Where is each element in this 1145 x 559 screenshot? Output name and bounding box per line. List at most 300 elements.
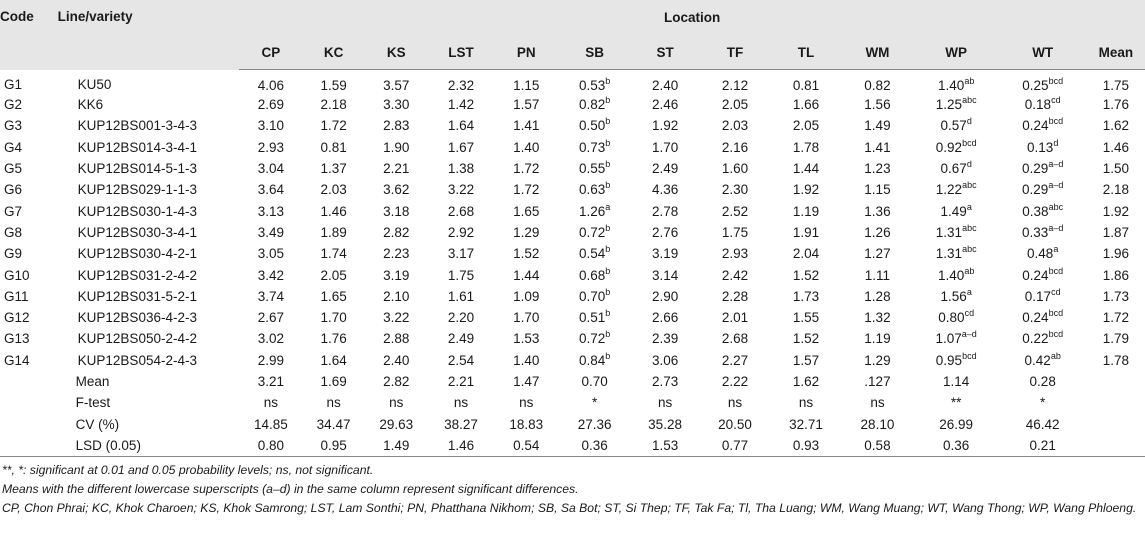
value-sb: 0.53$^b$ [578, 75, 611, 93]
significance-superscript: a–d [1048, 222, 1064, 233]
value-kc: 1.65 [320, 288, 347, 304]
value-wp: 1.49$^a$ [940, 201, 972, 219]
value-tf: 2.68 [721, 331, 749, 347]
value-wt: 0.33$^{a-d}$ [1022, 222, 1064, 240]
value-cp: 2.67 [257, 310, 285, 326]
summary-tf: ns [727, 395, 743, 411]
column-header-tf: TF [699, 35, 770, 70]
value-kc: 1.74 [320, 246, 347, 262]
value-tl: 1.78 [792, 139, 820, 155]
value-kc: 1.37 [320, 161, 347, 177]
value-wp: 1.22$^{abc}$ [935, 180, 977, 198]
value-cp: 3.64 [257, 182, 285, 198]
value-ks: 2.23 [383, 246, 410, 262]
line-variety-name: KUP12BS031-2-4-2 [77, 267, 197, 283]
significance-superscript: ab [1050, 350, 1061, 361]
summary-ks: 29.63 [379, 416, 414, 432]
value-pn: 1.72 [513, 182, 540, 198]
summary-cp: 14.85 [254, 416, 288, 432]
table-row [0, 328, 1145, 349]
value-tl: 2.05 [792, 118, 820, 134]
summary-cp: 0.80 [239, 435, 302, 457]
significance-superscript: bcd [962, 350, 977, 361]
summary-mean [1087, 371, 1145, 392]
value-st: 2.39 [651, 331, 679, 347]
significance-superscript: ab [964, 265, 975, 276]
value-kc: 2.03 [320, 182, 347, 198]
summary-wt: 46.42 [1025, 416, 1060, 432]
table-row [0, 179, 1145, 200]
significance-superscript: d [966, 116, 972, 127]
significance-superscript: cd [1051, 95, 1061, 106]
table-row [0, 350, 1145, 371]
summary-wm: ns [870, 395, 885, 411]
value-tf: 1.60 [721, 161, 749, 177]
value-wp: 0.57$^d$ [940, 116, 972, 134]
value-mean: 1.72 [1102, 310, 1129, 326]
value-wp: 1.56$^a$ [940, 286, 972, 304]
summary-label: CV (%) [75, 416, 120, 432]
summary-tl: 1.62 [792, 374, 820, 389]
value-sb: 0.73$^b$ [578, 137, 611, 155]
value-wt: 0.25$^{bcd}$ [1022, 75, 1064, 93]
significance-superscript: abc [962, 244, 977, 255]
significance-superscript: b [605, 137, 611, 148]
value-tl: 1.44 [792, 161, 820, 177]
summary-lst: ns [453, 395, 469, 411]
value-lst: 2.92 [447, 224, 475, 240]
empty-cell [0, 371, 48, 392]
value-ks: 1.90 [383, 139, 410, 155]
summary-st: ns [657, 395, 673, 411]
significance-superscript: abc [962, 222, 977, 233]
line-variety-name: KUP12BS054-2-4-3 [77, 352, 197, 368]
line-variety-name: KUP12BS036-4-2-3 [77, 310, 197, 326]
summary-pn: 0.54 [494, 435, 558, 457]
header-row-1 [0, 0, 1145, 35]
value-st: 3.14 [651, 267, 679, 283]
value-st: 3.06 [651, 352, 679, 368]
value-kc: 1.89 [320, 224, 347, 240]
line-variety-name: KUP12BS014-5-1-3 [77, 161, 197, 177]
column-header-wp: WP [914, 35, 999, 70]
value-pn: 1.15 [513, 77, 540, 93]
genotype-code: G3 [4, 118, 23, 134]
value-tl: 1.73 [792, 288, 820, 304]
line-variety-name: KU50 [77, 77, 112, 93]
value-wt: 0.18$^{cd}$ [1024, 95, 1061, 113]
summary-tl: 32.71 [789, 416, 823, 432]
summary-tf: 0.77 [699, 435, 770, 457]
significance-superscript: a [966, 201, 972, 212]
summary-wm: 28.10 [860, 416, 895, 432]
value-tl: 1.52 [792, 331, 820, 347]
value-kc: 1.59 [320, 77, 347, 93]
value-wp: 1.31$^{abc}$ [935, 222, 977, 240]
summary-kc: 1.69 [320, 374, 347, 389]
value-kc: 2.18 [320, 97, 347, 113]
value-mean: 1.87 [1102, 224, 1129, 240]
value-sb: 0.82$^b$ [578, 95, 611, 113]
table-row [0, 115, 1145, 136]
table-row [0, 158, 1145, 179]
genotype-code: G12 [4, 310, 30, 326]
significance-superscript: b [605, 286, 611, 297]
value-mean: 1.50 [1102, 161, 1129, 177]
summary-label: F-test [75, 395, 111, 411]
value-wm: 1.11 [864, 267, 891, 283]
value-pn: 1.09 [513, 288, 540, 304]
table-row [0, 222, 1145, 243]
value-cp: 2.93 [257, 139, 285, 155]
value-sb: 0.51$^b$ [578, 308, 611, 326]
line-variety-name: KUP12BS050-2-4-2 [77, 331, 197, 347]
table-body [0, 70, 1145, 457]
genotype-code: G11 [4, 288, 29, 304]
significance-superscript: b [605, 222, 611, 233]
value-mean: 1.86 [1102, 267, 1129, 283]
value-cp: 3.05 [257, 246, 285, 262]
value-kc: 1.72 [320, 118, 347, 134]
genotype-code: G8 [4, 224, 23, 240]
value-tf: 2.27 [721, 352, 749, 368]
value-wm: 1.27 [864, 246, 891, 262]
value-tl: 0.81 [792, 77, 820, 93]
summary-pn: ns [519, 395, 534, 411]
column-header-tl: TL [771, 35, 841, 70]
value-wt: 0.48$^a$ [1027, 244, 1059, 262]
value-tl: 1.91 [792, 224, 820, 240]
value-lst: 1.38 [447, 161, 475, 177]
value-sb: 0.54$^b$ [578, 244, 611, 262]
value-wp: 1.40$^{ab}$ [938, 265, 975, 283]
summary-st: 2.73 [651, 374, 679, 389]
significance-superscript: d [1053, 137, 1059, 148]
summary-sb: 0.70 [581, 374, 608, 389]
column-header-ks: KS [365, 35, 428, 70]
value-lst: 1.64 [447, 118, 475, 134]
genotype-code: G5 [4, 161, 23, 177]
empty-cell [0, 413, 48, 434]
column-header-wm: WM [841, 35, 914, 70]
value-ks: 2.10 [383, 288, 410, 304]
significance-superscript: b [605, 244, 611, 255]
value-ks: 2.82 [383, 224, 410, 240]
value-wm: 1.26 [864, 224, 891, 240]
summary-wt: * [1040, 395, 1046, 411]
table-row [0, 70, 1145, 95]
significance-superscript: bcd [962, 137, 977, 148]
value-lst: 2.32 [447, 77, 475, 93]
value-tl: 1.66 [792, 97, 820, 113]
value-pn: 1.53 [513, 331, 540, 347]
significance-superscript: bcd [1048, 265, 1064, 276]
significance-superscript: a [966, 286, 972, 297]
value-tf: 2.28 [721, 288, 749, 304]
summary-mean [1087, 413, 1145, 434]
column-header-cp: CP [239, 35, 302, 70]
table-row [0, 137, 1145, 158]
column-header-mean: Mean [1087, 35, 1145, 70]
summary-tl: 0.93 [771, 435, 841, 457]
significance-superscript: b [605, 329, 611, 340]
summary-wp: 26.99 [939, 416, 974, 432]
summary-row [0, 413, 1145, 434]
significance-superscript: b [605, 116, 611, 127]
value-ks: 3.62 [383, 182, 410, 198]
summary-ks: 2.82 [383, 374, 410, 389]
summary-wt: 0.28 [1029, 374, 1056, 389]
value-tl: 2.04 [792, 246, 820, 262]
genotype-code: G14 [4, 352, 30, 368]
footnote: **, *: significant at 0.01 and 0.05 probability levels; ns, not significant. [2, 463, 374, 478]
value-mean: 1.76 [1102, 97, 1129, 113]
line-variety-name: KUP12BS031-5-2-1 [77, 288, 197, 304]
value-wm: 1.19 [864, 331, 891, 347]
value-tf: 2.30 [721, 182, 749, 198]
significance-superscript: ab [964, 75, 975, 86]
value-mean: 1.96 [1102, 246, 1129, 262]
summary-sb: 27.36 [577, 416, 612, 432]
value-lst: 1.61 [447, 288, 475, 304]
significance-superscript: d [966, 159, 972, 170]
value-wt: 0.38$^{abc}$ [1022, 201, 1064, 219]
value-st: 1.70 [651, 139, 679, 155]
significance-superscript: a [1053, 244, 1059, 255]
summary-ks: ns [389, 395, 404, 411]
value-st: 2.66 [651, 310, 679, 326]
summary-wp: ** [950, 395, 962, 411]
column-header-lst: LST [428, 35, 494, 70]
value-pn: 1.29 [513, 224, 540, 240]
value-sb: 0.50$^b$ [578, 116, 611, 134]
value-tl: 1.52 [792, 267, 820, 283]
significance-superscript: b [605, 308, 611, 319]
value-lst: 1.75 [447, 267, 475, 283]
summary-pn: 18.83 [509, 416, 544, 432]
value-wt: 0.13$^d$ [1027, 137, 1059, 155]
value-wt: 0.22$^{bcd}$ [1022, 329, 1064, 347]
significance-superscript: cd [964, 308, 975, 319]
value-mean: 1.78 [1102, 352, 1129, 368]
value-ks: 3.30 [383, 97, 410, 113]
summary-st: 35.28 [648, 416, 682, 432]
value-st: 4.36 [651, 182, 679, 198]
genotype-code: G9 [4, 246, 23, 262]
line-variety-name: KUP12BS030-1-4-3 [77, 203, 197, 219]
value-tf: 2.03 [721, 118, 749, 134]
value-st: 2.40 [651, 77, 679, 93]
value-sb: 0.63$^b$ [578, 180, 611, 198]
value-wm: 1.36 [864, 203, 891, 219]
value-ks: 2.40 [383, 352, 410, 368]
value-cp: 2.99 [257, 352, 285, 368]
column-header-pn: PN [494, 35, 558, 70]
significance-superscript: a [605, 201, 611, 212]
summary-lst: 1.46 [428, 435, 494, 457]
value-tf: 2.01 [721, 310, 749, 326]
value-tl: 1.92 [792, 182, 820, 198]
value-tf: 2.52 [721, 203, 749, 219]
value-ks: 2.88 [383, 331, 410, 347]
significance-superscript: cd [1051, 286, 1061, 297]
value-ks: 3.19 [383, 267, 410, 283]
value-wp: 1.25$^{abc}$ [935, 95, 977, 113]
value-wm: 1.28 [864, 288, 891, 304]
value-sb: 0.84$^b$ [578, 350, 611, 368]
value-sb: 0.68$^b$ [578, 265, 611, 283]
value-st: 3.19 [651, 246, 679, 262]
genotype-code: G10 [4, 267, 30, 283]
value-tf: 2.42 [721, 267, 749, 283]
value-st: 2.90 [651, 288, 679, 304]
value-mean: 1.75 [1102, 77, 1129, 93]
genotype-code: G2 [4, 97, 23, 113]
line-variety-name: KUP12BS030-3-4-1 [77, 224, 197, 240]
value-cp: 4.06 [257, 77, 285, 93]
value-cp: 3.10 [257, 118, 285, 134]
line-variety-name: KUP12BS029-1-1-3 [77, 182, 197, 198]
value-tf: 2.16 [721, 139, 749, 155]
footnote: CP, Chon Phrai; KC, Khok Charoen; KS, Khok Samrong; LST, Lam Sonthi; PN, Phatthana Nikhom; SB, Sa Bot; ST, Si Thep; TF, Tak Fa; Tl, Tha Luang; WM, Wang Muang; WT, Wang Thong; WP, Wang Phloeng. [2, 501, 1137, 516]
value-sb: 1.26$^a$ [578, 201, 611, 219]
value-cp: 3.04 [257, 161, 285, 177]
value-pn: 1.72 [513, 161, 540, 177]
value-mean: 1.46 [1102, 139, 1129, 155]
value-lst: 2.20 [447, 310, 475, 326]
genotype-code: G13 [4, 331, 30, 347]
value-pn: 1.44 [513, 267, 540, 283]
line-variety-name: KUP12BS030-4-2-1 [77, 246, 197, 262]
value-pn: 1.41 [513, 118, 540, 134]
line-variety-name: KUP12BS014-3-4-1 [77, 139, 197, 155]
value-lst: 2.68 [447, 203, 475, 219]
value-tf: 2.93 [721, 246, 749, 262]
summary-row [0, 392, 1145, 413]
value-sb: 0.55$^b$ [578, 159, 611, 177]
empty-cell [0, 435, 48, 457]
value-lst: 1.67 [447, 139, 475, 155]
value-wt: 0.24$^{bcd}$ [1022, 308, 1064, 326]
value-wp: 0.95$^{bcd}$ [935, 350, 977, 368]
value-cp: 3.13 [257, 203, 285, 219]
column-header-sb: SB [558, 35, 631, 70]
value-cp: 3.02 [257, 331, 285, 347]
value-ks: 3.18 [383, 203, 410, 219]
significance-superscript: b [605, 350, 611, 361]
value-kc: 2.05 [320, 267, 347, 283]
significance-superscript: abc [962, 95, 977, 106]
significance-superscript: a–d [961, 329, 977, 340]
summary-row [0, 435, 1145, 457]
value-pn: 1.65 [513, 203, 540, 219]
summary-tl: ns [798, 395, 814, 411]
value-wt: 0.29$^{a-d}$ [1022, 159, 1064, 177]
value-kc: 0.81 [320, 139, 347, 155]
value-mean: 1.73 [1102, 288, 1129, 304]
summary-lst: 38.27 [444, 416, 478, 432]
value-wt: 0.24$^{bcd}$ [1022, 116, 1064, 134]
value-wm: 1.15 [864, 182, 891, 198]
summary-kc: ns [326, 395, 341, 411]
value-wm: 0.82 [864, 77, 891, 93]
value-wt: 0.42$^{ab}$ [1024, 350, 1061, 368]
summary-ks: 1.49 [365, 435, 428, 457]
summary-label: LSD (0.05) [48, 435, 240, 457]
value-cp: 3.49 [257, 224, 285, 240]
significance-superscript: abc [962, 180, 977, 191]
value-tf: 1.75 [721, 224, 749, 240]
summary-mean [1087, 435, 1145, 457]
value-sb: 0.72$^b$ [578, 329, 611, 347]
value-mean: 1.62 [1102, 118, 1129, 134]
significance-superscript: bcd [1048, 116, 1064, 127]
value-kc: 1.64 [320, 352, 347, 368]
value-tl: 1.19 [792, 203, 820, 219]
summary-tf: 2.22 [721, 374, 749, 389]
value-wp: 1.07$^{a-d}$ [935, 329, 977, 347]
value-tl: 1.55 [792, 310, 820, 326]
value-st: 2.46 [651, 97, 679, 113]
value-kc: 1.70 [320, 310, 347, 326]
summary-kc: 34.47 [316, 416, 351, 432]
summary-mean [1087, 392, 1145, 413]
genotype-code: G7 [4, 203, 23, 219]
significance-superscript: bcd [1048, 75, 1064, 86]
value-wp: 0.67$^d$ [940, 159, 972, 177]
table-row [0, 94, 1145, 115]
summary-pn: 1.47 [513, 374, 540, 389]
value-pn: 1.40 [513, 139, 540, 155]
value-wt: 0.29$^{a-d}$ [1022, 180, 1064, 198]
value-sb: 0.72$^b$ [578, 222, 611, 240]
value-tl: 1.57 [792, 352, 820, 368]
value-pn: 1.57 [513, 97, 540, 113]
value-mean: 1.79 [1102, 331, 1129, 347]
significance-superscript: b [605, 75, 611, 86]
table-row [0, 200, 1145, 221]
significance-superscript: b [605, 159, 611, 170]
value-pn: 1.52 [513, 246, 540, 262]
value-wp: 1.40$^{ab}$ [938, 75, 975, 93]
column-header-kc: KC [303, 35, 365, 70]
value-wm: 1.23 [864, 161, 891, 177]
header-code: Code [0, 0, 48, 70]
summary-wp: 1.14 [943, 374, 970, 389]
empty-cell [0, 392, 48, 413]
value-wm: 1.56 [864, 97, 891, 113]
genotype-code: G1 [4, 77, 23, 93]
line-variety-name: KK6 [77, 97, 104, 113]
significance-superscript: b [605, 95, 611, 106]
table-row [0, 243, 1145, 264]
summary-lst: 2.21 [447, 374, 475, 389]
value-ks: 2.21 [383, 161, 410, 177]
significance-superscript: a–d [1048, 180, 1064, 191]
value-st: 2.49 [651, 161, 679, 177]
value-lst: 2.49 [447, 331, 475, 347]
value-wm: 1.29 [864, 352, 891, 368]
value-lst: 3.22 [447, 182, 475, 198]
value-wm: 1.49 [864, 118, 891, 134]
summary-kc: 0.95 [303, 435, 365, 457]
value-tf: 2.05 [721, 97, 749, 113]
value-mean: 2.18 [1102, 182, 1129, 198]
value-wp: 1.31$^{abc}$ [935, 244, 977, 262]
column-header-wt: WT [999, 35, 1087, 70]
value-ks: 3.22 [383, 310, 410, 326]
value-wp: 0.92$^{bcd}$ [935, 137, 977, 155]
